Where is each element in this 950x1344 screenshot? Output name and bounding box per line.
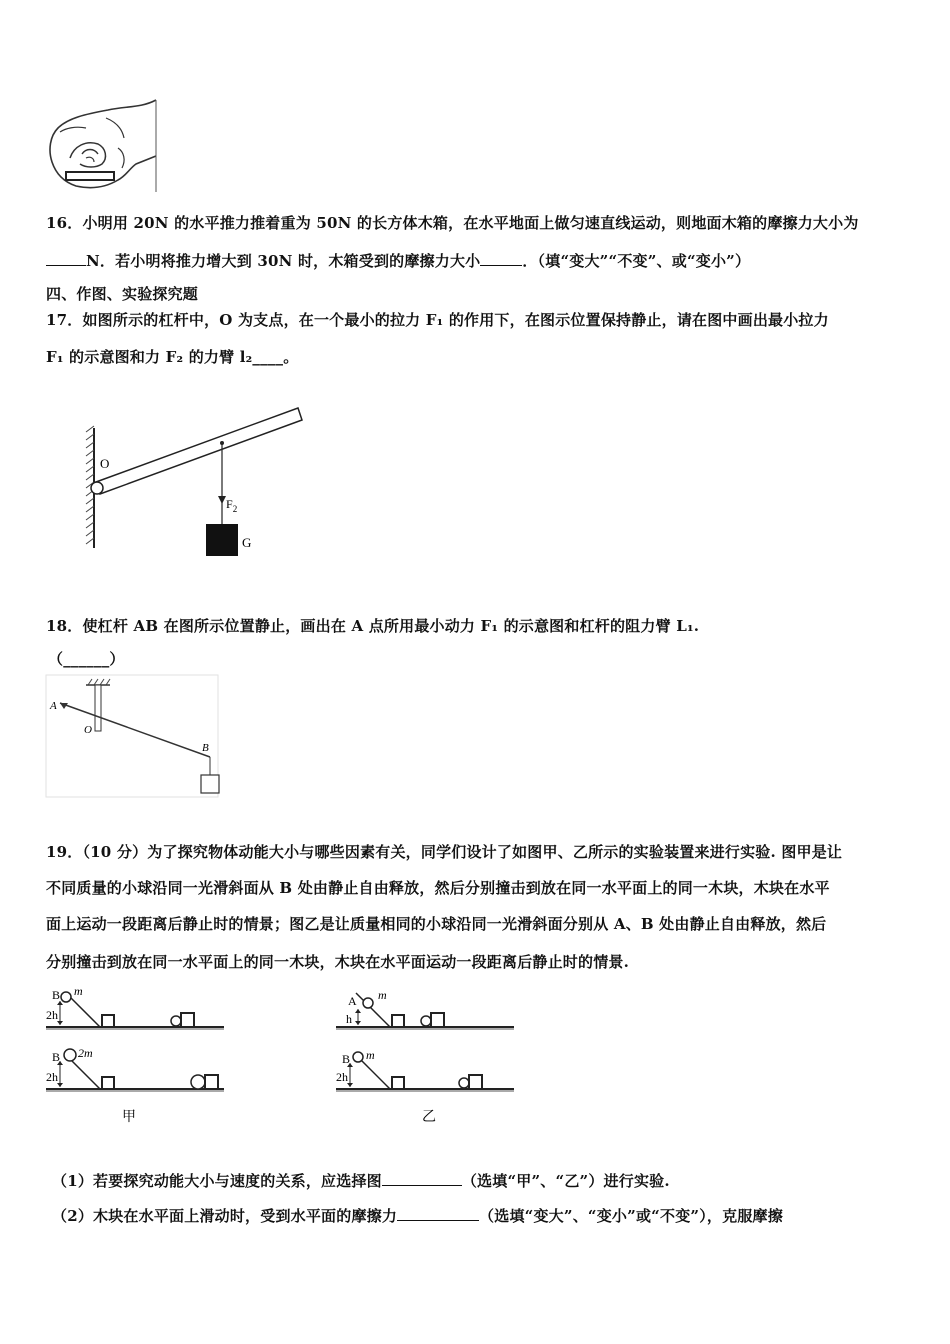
q19-sub1-blank[interactable] — [382, 1171, 462, 1186]
q19-sub2-a: （2）木块在水平面上滑动时，受到水平面的摩擦力 — [52, 1207, 398, 1225]
q17-label-g: G — [242, 535, 252, 550]
q16-line2 — [46, 250, 750, 271]
jia-bottom-mass-label: 2m — [78, 1046, 93, 1060]
q19-sub2-blank[interactable] — [397, 1206, 479, 1221]
f2-arrow-icon — [218, 496, 226, 504]
jia-bottom-point-label: B — [52, 1050, 61, 1064]
yi-bottom-height-label: 2h — [336, 1070, 348, 1084]
q17-line2: F₁ 的示意图和力 F₂ 的力臂 l₂____。 — [46, 348, 299, 366]
q16-blank-1[interactable] — [46, 251, 86, 266]
q17-lever-figure — [84, 400, 314, 560]
q19-figure-jia — [46, 985, 231, 1125]
section-title: 四、作图、实验探究题 — [46, 285, 199, 303]
yi-bottom-mass-label: m — [366, 1048, 375, 1062]
q18-answer-blank[interactable]: （______） — [48, 650, 125, 668]
q19-line4: 分别撞击到放在同一水平面上的同一木块，木块在水平面运动一段距离后静止时的情景. — [46, 953, 630, 971]
q16-line2-b: ．（填“变大”“不变”、或“变小”） — [522, 252, 751, 270]
q18-line1: 18．使杠杆 AB 在图所示位置静止，画出在 A 点所用最小动力 F₁ 的示意图和杠杆的阻力臂 L₁. — [46, 617, 700, 635]
q19-line2: 不同质量的小球沿同一光滑斜面从 B 处由静止自由释放，然后分别撞击到放在同一水平面上的同一木块，木块在水平 — [46, 879, 830, 897]
jia-top-mass-label: m — [74, 984, 83, 998]
q19-sub2 — [52, 1205, 783, 1226]
q19-sub1 — [52, 1170, 670, 1191]
yi-top-height-label: h — [346, 1012, 352, 1026]
weight-block — [206, 524, 238, 556]
q17-label-o: O — [100, 456, 110, 471]
q19-figure-yi — [336, 985, 521, 1125]
hand-illustration — [46, 98, 161, 193]
yi-bottom-point-label: B — [342, 1052, 351, 1066]
q18-label-b: B — [202, 742, 209, 754]
q18-lever-figure — [46, 675, 221, 800]
q19-line3: 面上运动一段距离后静止时的情景；图乙是让质量相同的小球沿同一光滑斜面分别从 A、B 处由静止自由释放，然后 — [46, 915, 827, 933]
q19-sub2-b: （选填“变大”、“变小”或“不变”），克服摩擦 — [479, 1207, 783, 1225]
jia-top-height-label: 2h — [46, 1008, 58, 1022]
q19-sub1-a: （1）若要探究动能大小与速度的关系，应选择图 — [52, 1172, 382, 1190]
q16-blank-2[interactable] — [480, 251, 522, 266]
q17-line1: 17．如图所示的杠杆中，O 为支点，在一个最小的拉力 F₁ 的作用下，在图示位置保持静止，请在图中画出最小拉力 — [46, 311, 829, 329]
jia-top-point-label: B — [52, 988, 61, 1002]
yi-caption: 乙 — [422, 1110, 436, 1125]
pivot-icon — [91, 482, 103, 494]
q19-line1: 19．（10 分）为了探究物体动能大小与哪些因素有关，同学们设计了如图甲、乙所示的实验装置来进行实验. 图甲是让 — [46, 843, 843, 861]
q19-sub1-b: （选填“甲”、“乙”）进行实验. — [461, 1172, 670, 1190]
q16-line1: 16．小明用 20N 的水平推力推着重为 50N 的长方体木箱，在水平地面上做匀速直线运动，则地面木箱的摩擦力大小为 — [46, 214, 859, 232]
yi-top-point-label: A — [348, 994, 357, 1008]
jia-caption: 甲 — [122, 1110, 136, 1125]
q18-weight — [201, 775, 219, 793]
q18-label-a: A — [50, 700, 57, 712]
q16-line2-a: N．若小明将推力增大到 30N 时，木箱受到的摩擦力大小 — [86, 252, 481, 270]
q17-label-f2: $F_2$ — [226, 497, 238, 514]
yi-top-mass-label: m — [378, 988, 387, 1002]
jia-bottom-height-label: 2h — [46, 1070, 58, 1084]
q18-label-o: O — [84, 724, 92, 736]
